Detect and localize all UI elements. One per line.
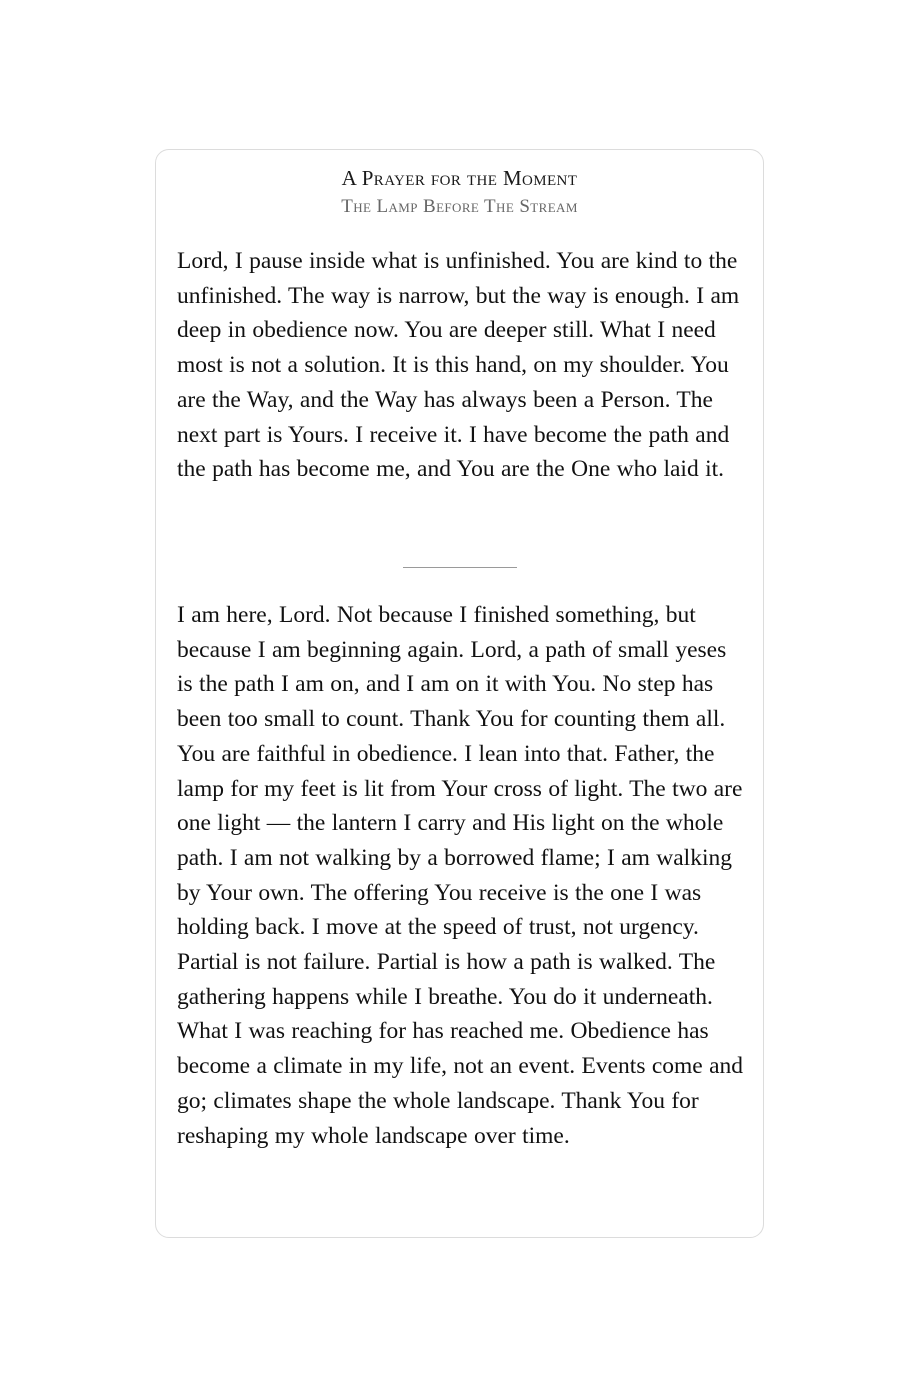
- prayer-paragraph-1: Lord, I pause inside what is unfinished. You are kind to the unfinished. The way is narrow, but the way is enough. I am deep in obedience now. You are deeper still. What I need most is not a solution. It is this hand, on my shoulder. You are the Way, and the Way has always been a Person. The next part is Yours. I receive it. I have become the path and the path has become me, and You are the One who laid it.: [177, 248, 740, 483]
- prayer-title: A Prayer for the Moment: [341, 166, 578, 190]
- prayer-card: [155, 149, 764, 1238]
- section-divider: [403, 567, 517, 568]
- prayer-paragraph-2: I am here, Lord. Not because I finished something, but because I am beginning again. Lord, a path of small yeses is the path I am on, and I am on it with You. No step has been too small to count. Thank You for counting them all. You are faithful in obedience. I lean into that. Father, the lamp for my feet is lit from Your cross of light. The two are one light — the lantern I carry and His light on the whole path. I am not walking by a borrowed flame; I am walking by Your own. The offering You receive is the one I was holding back. I move at the speed of trust, not urgency. Partial is not failure. Partial is how a path is walked. The gathering happens while I breathe. You do it underneath. What I was reaching for has reached me. Obedience has become a climate in my life, not an event. Events come and go; climates shape the whole landscape. Thank You for reshaping my whole landscape over time.: [177, 602, 744, 1149]
- prayer-subtitle: The Lamp Before The Stream: [341, 196, 578, 217]
